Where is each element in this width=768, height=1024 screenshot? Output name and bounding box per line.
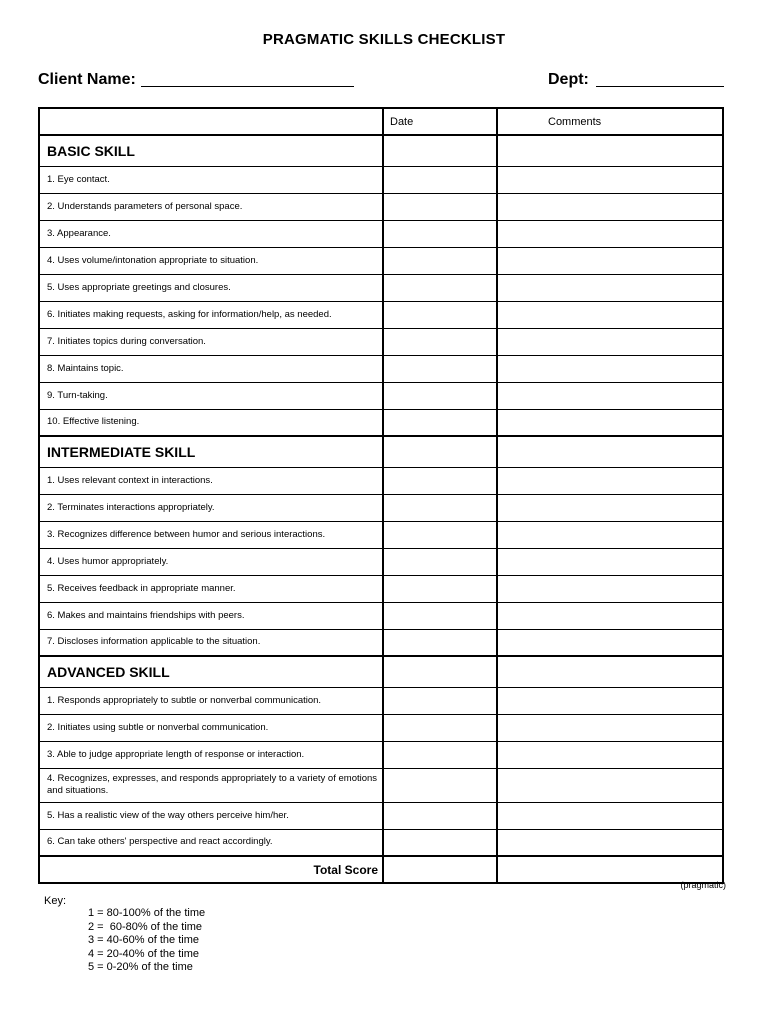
skill-item-label: 9. Turn-taking. bbox=[39, 382, 383, 409]
header-skill-blank bbox=[39, 108, 383, 135]
footer-tag: (pragmatic) bbox=[680, 880, 726, 890]
date-cell[interactable] bbox=[383, 355, 497, 382]
skill-item-label: 2. Understands parameters of personal space. bbox=[39, 193, 383, 220]
total-score-comments-cell[interactable] bbox=[497, 856, 723, 883]
table-row bbox=[39, 687, 723, 714]
section-title: BASIC SKILL bbox=[39, 135, 383, 166]
table-row bbox=[39, 521, 723, 548]
date-cell[interactable] bbox=[383, 382, 497, 409]
comments-cell[interactable] bbox=[497, 802, 723, 829]
key-entry: 1 = 80-100% of the time bbox=[88, 907, 206, 919]
date-cell[interactable] bbox=[383, 548, 497, 575]
date-cell[interactable] bbox=[383, 135, 497, 166]
skill-item-label: 8. Maintains topic. bbox=[39, 355, 383, 382]
date-cell[interactable] bbox=[383, 247, 497, 274]
skills-checklist-table bbox=[38, 107, 724, 884]
dept-label: Dept: bbox=[548, 71, 589, 88]
table-row bbox=[39, 382, 723, 409]
table-row bbox=[39, 247, 723, 274]
table-header-row bbox=[39, 108, 723, 135]
key-entry: 2 = 60-80% of the time bbox=[88, 920, 203, 933]
date-cell[interactable] bbox=[383, 521, 497, 548]
skill-item-label: 4. Recognizes, expresses, and responds appropriately to a variety of emotions and situations. bbox=[39, 768, 383, 802]
comments-cell[interactable] bbox=[497, 166, 723, 193]
date-cell[interactable] bbox=[383, 301, 497, 328]
comments-cell[interactable] bbox=[497, 521, 723, 548]
table-row bbox=[39, 768, 723, 802]
table-row bbox=[39, 802, 723, 829]
date-cell[interactable] bbox=[383, 436, 497, 467]
table-row bbox=[39, 328, 723, 355]
date-cell[interactable] bbox=[383, 409, 497, 436]
date-cell[interactable] bbox=[383, 274, 497, 301]
skill-item-label: 7. Discloses information applicable to the situation. bbox=[39, 629, 383, 656]
skill-item-label: 4. Uses volume/intonation appropriate to situation. bbox=[39, 247, 383, 274]
comments-cell[interactable] bbox=[497, 602, 723, 629]
header-comments: Comments bbox=[497, 108, 723, 135]
comments-cell[interactable] bbox=[497, 247, 723, 274]
table-row bbox=[39, 629, 723, 656]
table-row bbox=[39, 220, 723, 247]
table-row bbox=[39, 575, 723, 602]
date-cell[interactable] bbox=[383, 829, 497, 856]
date-cell[interactable] bbox=[383, 467, 497, 494]
skill-item-label: 1. Uses relevant context in interactions. bbox=[39, 467, 383, 494]
skill-item-label: 3. Recognizes difference between humor and serious interactions. bbox=[39, 521, 383, 548]
section-title: ADVANCED SKILL bbox=[39, 656, 383, 687]
comments-cell[interactable] bbox=[497, 220, 723, 247]
table-row bbox=[39, 409, 723, 436]
date-cell[interactable] bbox=[383, 220, 497, 247]
skill-item-label: 6. Makes and maintains friendships with peers. bbox=[39, 602, 383, 629]
skill-item-label: 1. Responds appropriately to subtle or nonverbal communication. bbox=[39, 687, 383, 714]
table-row bbox=[39, 301, 723, 328]
dept-field[interactable] bbox=[596, 86, 724, 87]
table-row bbox=[39, 548, 723, 575]
skill-item-label: 10. Effective listening. bbox=[39, 409, 383, 436]
comments-cell[interactable] bbox=[497, 829, 723, 856]
comments-cell[interactable] bbox=[497, 687, 723, 714]
comments-cell[interactable] bbox=[497, 494, 723, 521]
comments-cell[interactable] bbox=[497, 768, 723, 802]
skill-item-label: 3. Able to judge appropriate length of response or interaction. bbox=[39, 741, 383, 768]
date-cell[interactable] bbox=[383, 656, 497, 687]
skill-item-label: 4. Uses humor appropriately. bbox=[39, 548, 383, 575]
comments-cell[interactable] bbox=[497, 135, 723, 166]
skill-item-label: 3. Appearance. bbox=[39, 220, 383, 247]
page-title: PRAGMATIC SKILLS CHECKLIST bbox=[262, 31, 506, 48]
section-title: INTERMEDIATE SKILL bbox=[39, 436, 383, 467]
date-cell[interactable] bbox=[383, 802, 497, 829]
table-row bbox=[39, 166, 723, 193]
skill-item-label: 2. Terminates interactions appropriately. bbox=[39, 494, 383, 521]
date-cell[interactable] bbox=[383, 629, 497, 656]
table-row bbox=[39, 714, 723, 741]
skill-item-label: 5. Uses appropriate greetings and closures. bbox=[39, 274, 383, 301]
client-name-label: Client Name: bbox=[38, 71, 136, 88]
table-row bbox=[39, 829, 723, 856]
skill-item-label: 2. Initiates using subtle or nonverbal communication. bbox=[39, 714, 383, 741]
date-cell[interactable] bbox=[383, 328, 497, 355]
comments-cell[interactable] bbox=[497, 409, 723, 436]
skill-item-label: 5. Has a realistic view of the way others perceive him/her. bbox=[39, 802, 383, 829]
date-cell[interactable] bbox=[383, 768, 497, 802]
table-row bbox=[39, 741, 723, 768]
comments-cell[interactable] bbox=[497, 301, 723, 328]
skill-item-label: 6. Initiates making requests, asking for information/help, as needed. bbox=[39, 301, 383, 328]
total-score-row bbox=[39, 856, 723, 883]
table-row bbox=[39, 494, 723, 521]
comments-cell[interactable] bbox=[497, 575, 723, 602]
comments-cell[interactable] bbox=[497, 436, 723, 467]
date-cell[interactable] bbox=[383, 741, 497, 768]
table-row bbox=[39, 193, 723, 220]
section-row bbox=[39, 656, 723, 687]
section-row bbox=[39, 436, 723, 467]
comments-cell[interactable] bbox=[497, 714, 723, 741]
header-date: Date bbox=[383, 108, 497, 135]
client-name-field[interactable] bbox=[141, 86, 354, 87]
date-cell[interactable] bbox=[383, 602, 497, 629]
comments-cell[interactable] bbox=[497, 328, 723, 355]
comments-cell[interactable] bbox=[497, 355, 723, 382]
section-row bbox=[39, 135, 723, 166]
comments-cell[interactable] bbox=[497, 467, 723, 494]
table-row bbox=[39, 355, 723, 382]
key-list bbox=[88, 907, 205, 975]
table-row bbox=[39, 602, 723, 629]
skill-item-label: 7. Initiates topics during conversation. bbox=[39, 328, 383, 355]
comments-cell[interactable] bbox=[497, 548, 723, 575]
total-score-date-cell[interactable] bbox=[383, 856, 497, 883]
comments-cell[interactable] bbox=[497, 656, 723, 687]
table-row bbox=[39, 274, 723, 301]
comments-cell[interactable] bbox=[497, 629, 723, 656]
key-title: Key: bbox=[44, 895, 67, 907]
date-cell[interactable] bbox=[383, 575, 497, 602]
date-cell[interactable] bbox=[383, 714, 497, 741]
checklist-body bbox=[39, 135, 723, 883]
comments-cell[interactable] bbox=[497, 274, 723, 301]
comments-cell[interactable] bbox=[497, 193, 723, 220]
date-cell[interactable] bbox=[383, 166, 497, 193]
total-score-label: Total Score bbox=[39, 856, 383, 883]
skill-item-label: 6. Can take others' perspective and react accordingly. bbox=[39, 829, 383, 856]
comments-cell[interactable] bbox=[497, 741, 723, 768]
skill-item-label: 5. Receives feedback in appropriate manner. bbox=[39, 575, 383, 602]
skill-item-label: 1. Eye contact. bbox=[39, 166, 383, 193]
comments-cell[interactable] bbox=[497, 382, 723, 409]
key-entry: 3 = 40-60% of the time bbox=[88, 934, 199, 946]
date-cell[interactable] bbox=[383, 193, 497, 220]
date-cell[interactable] bbox=[383, 687, 497, 714]
date-cell[interactable] bbox=[383, 494, 497, 521]
key-entry: 5 = 0-20% of the time bbox=[88, 961, 193, 973]
table-row bbox=[39, 467, 723, 494]
key-entry: 4 = 20-40% of the time bbox=[88, 947, 199, 960]
